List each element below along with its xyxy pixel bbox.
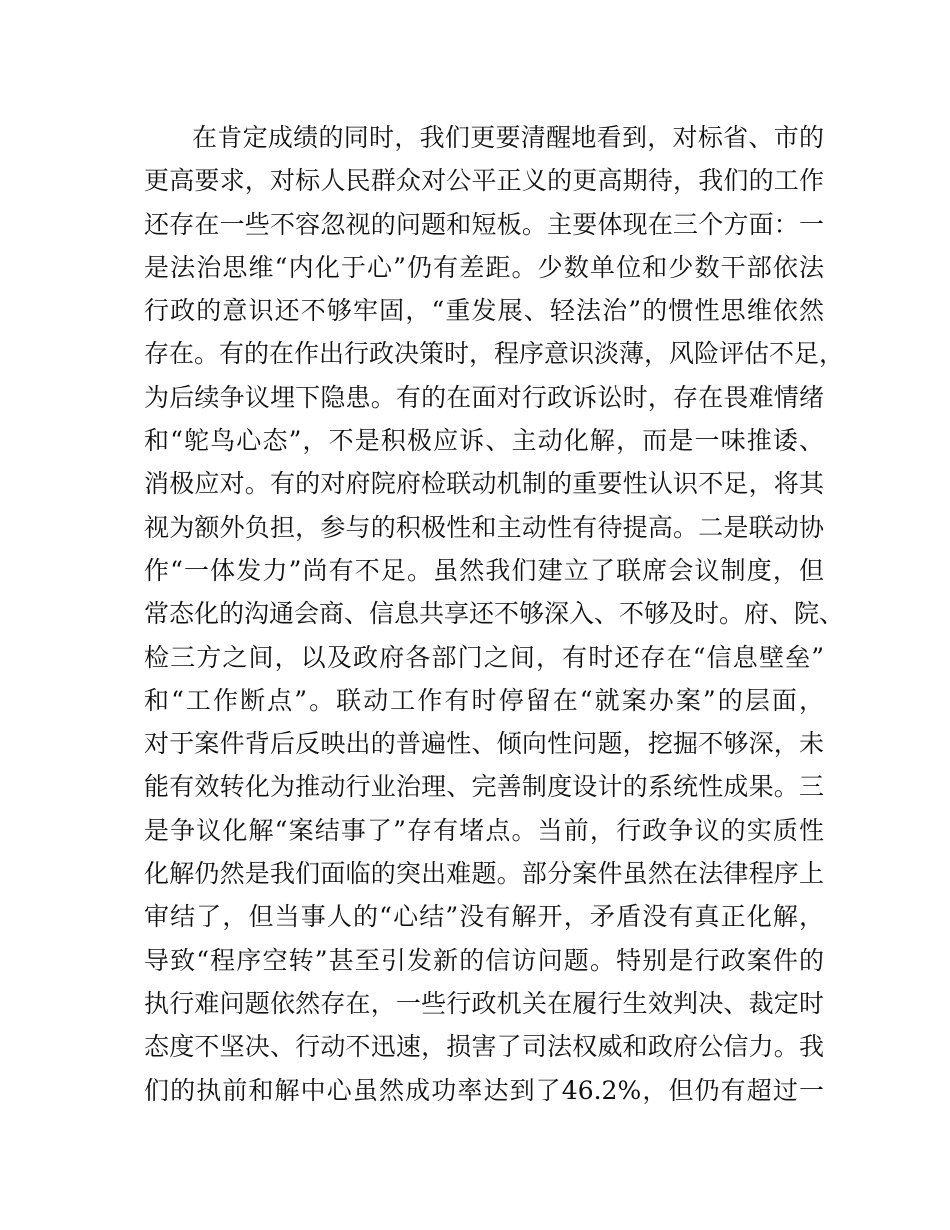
text-line: 能有效转化为推动行业治理、完善制度设计的系统性成果。三 — [144, 772, 824, 802]
text-line: 在肯定成绩的同时，我们更要清醒地看到，对标省、市的 — [192, 123, 824, 152]
text-line: 还存在一些不容忽视的问题和短板。主要体现在三个方面：一 — [144, 209, 824, 239]
text-line: 为后续争议埋下隐患。有的在面对行政诉讼时，存在畏难情绪 — [144, 382, 824, 412]
text-line: 是争议化解“案结事了”存有堵点。当前，行政争议的实质性 — [144, 815, 824, 845]
text-line: 导致“程序空转”甚至引发新的信访问题。特别是行政案件的 — [144, 945, 824, 975]
text-line: 态度不坚决、行动不迅速，损害了司法权威和政府公信力。我 — [144, 1032, 824, 1062]
body-paragraph — [144, 116, 845, 1112]
text-line: 视为额外负担，参与的积极性和主动性有待提高。二是联动协 — [144, 512, 824, 542]
text-line: 对于案件背后反映出的普遍性、倾向性问题，挖掘不够深，未 — [144, 729, 824, 759]
text-line: 审结了，但当事人的“心结”没有解开，矛盾没有真正化解， — [144, 902, 824, 932]
text-line: 常态化的沟通会商、信息共享还不够深入、不够及时。府、院、 — [144, 599, 845, 629]
text-line: 和“鸵鸟心态”，不是积极应诉、主动化解，而是一味推诿、 — [144, 426, 824, 456]
text-line: 作“一体发力”尚有不足。虽然我们建立了联席会议制度，但 — [144, 555, 824, 585]
text-line: 存在。有的在作出行政决策时，程序意识淡薄，风险评估不足， — [144, 339, 845, 369]
text-line: 执行难问题依然存在，一些行政机关在履行生效判决、裁定时 — [144, 988, 824, 1018]
text-line: 消极应对。有的对府院府检联动机制的重要性认识不足，将其 — [144, 469, 824, 499]
text-line: 化解仍然是我们面临的突出难题。部分案件虽然在法律程序上 — [144, 859, 824, 889]
text-line: 是法治思维“内化于心”仍有差距。少数单位和少数干部依法 — [144, 252, 824, 282]
text-line: 更高要求，对标人民群众对公平正义的更高期待，我们的工作 — [144, 166, 824, 196]
text-line: 行政的意识还不够牢固，“重发展、轻法治”的惯性思维依然 — [144, 296, 824, 326]
text-line: 们的执前和解中心虽然成功率达到了46.2%，但仍有超过一 — [144, 1075, 824, 1105]
text-line: 检三方之间，以及政府各部门之间，有时还存在“信息壁垒” — [144, 642, 824, 672]
text-line: 和“工作断点”。联动工作有时停留在“就案办案”的层面， — [144, 685, 824, 715]
